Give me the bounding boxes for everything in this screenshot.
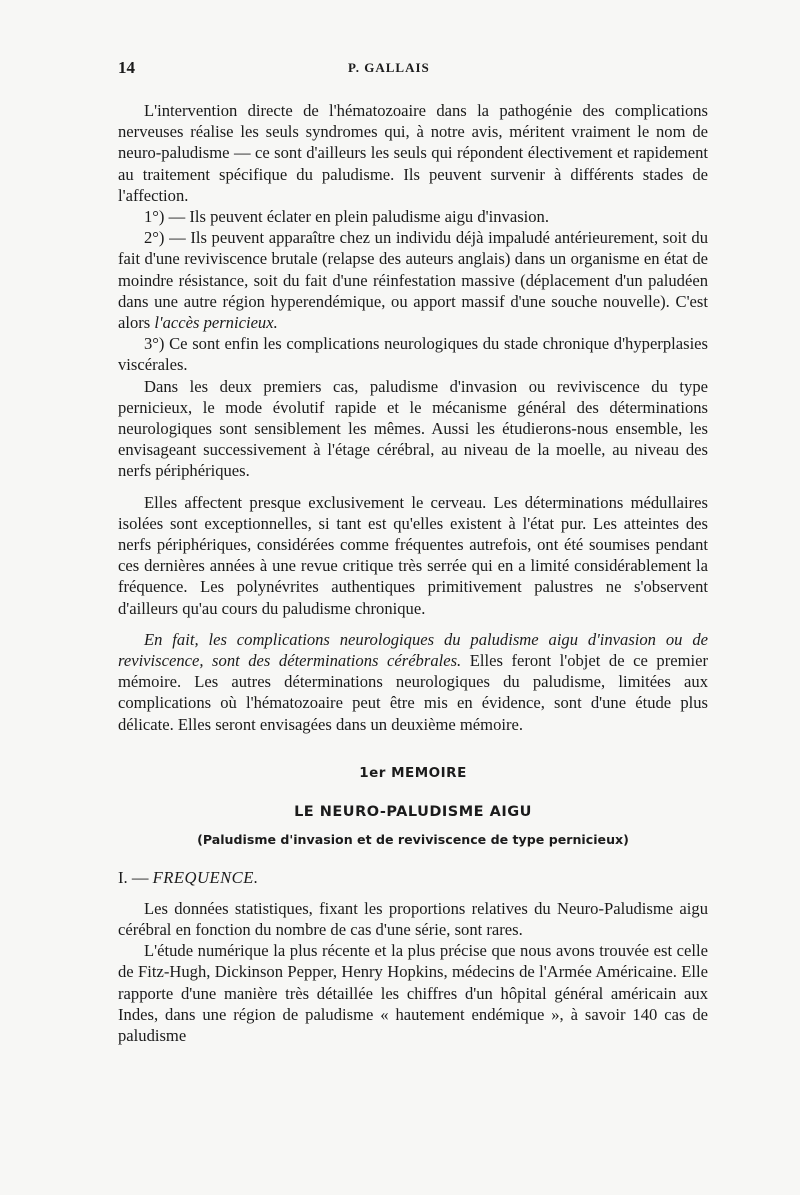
chapter-subtitle: (Paludisme d'invasion et de reviviscence de type pernicieux)	[197, 832, 629, 848]
page-number: 14	[118, 58, 135, 77]
paragraph: 3°) Ce sont enfin les complications neurologiques du stade chronique d'hyperplasies viscérales.	[118, 334, 708, 375]
paragraph: Les données statistiques, fixant les proportions relatives du Neuro-Paludisme aigu cérébral en fonction du nombre de cas d'une série, sont rares.	[118, 898, 708, 939]
paragraph-text: 2°) — Ils peuvent apparaître chez un individu déjà impaludé antérieurement, soit du fait d'une reviviscence brutale (relapse des auteurs anglais) dans un organisme en état de moindre résistance, soit du fait d'une réinfestation massive (déplacement d'un paludéen dans une autre région hyperendémique, ou apport massif d'une souche nouvelle). C'est alors	[118, 228, 708, 333]
paragraph: L'étude numérique la plus récente et la plus précise que nous avons trouvée est celle de Fitz-Hugh, Dickinson Pepper, Henry Hopkins, médecins de l'Armée Américaine. Elle rapporte d'une manière très détaillée les chiffres d'un hôpital général américain aux Indes, dans une région de paludisme « hautement endémique », à savoir 140 cas de paludisme	[118, 941, 708, 1045]
chapter-title: LE NEURO-PALUDISME AIGU	[294, 804, 532, 821]
paragraph: Dans les deux premiers cas, paludisme d'invasion ou reviviscence du type pernicieux, le mode évolutif rapide et le mécanisme général des déterminations neurologiques sont sensiblement les mêmes. Aussi les étudierons-nous ensemble, les envisageant successivement à l'étage cérébral, au niveau de la moelle, au niveau des nerfs périphériques.	[118, 376, 708, 481]
paragraph	[118, 629, 708, 735]
section-number: I. —	[118, 867, 153, 887]
page-header	[118, 58, 708, 86]
section-title: FREQUENCE.	[152, 867, 259, 887]
memoire-heading: 1er MEMOIRE	[359, 764, 467, 781]
paragraph: L'intervention directe de l'hématozoaire dans la pathogénie des complications nerveuses réalise les seuls syndromes qui, à notre avis, méritent vraiment le nom de neuro-paludisme — ce sont d'ailleurs les seuls qui répondent électivement et rapidement au traitement spécifique du paludisme. Ils peuvent survenir à différents stades de l'affection.	[118, 101, 708, 205]
paragraph	[118, 227, 708, 333]
running-head: P. GALLAIS	[348, 60, 430, 75]
paragraph: 1°) — Ils peuvent éclater en plein paludisme aigu d'invasion.	[144, 207, 549, 227]
italic-text: l'accès pernicieux.	[154, 313, 278, 333]
section-heading	[118, 867, 708, 888]
paragraph: Elles affectent presque exclusivement le cerveau. Les déterminations médullaires isolées sont exceptionnelles, si tant est qu'elles existent à l'état pur. Les atteintes des nerfs périphériques, considérées comme fréquentes autrefois, ont été soumises pendant ces dernières années à une revue critique très serrée qui en a limité considérablement la fréquence. Les polynévrites authentiques primitivement palustres ne s'observent d'ailleurs qu'au cours du paludisme chronique.	[118, 492, 708, 618]
italic-text: En fait, les complications neurologiques du paludisme aigu d'invasion ou de reviviscence, sont des déterminations cérébrales.	[118, 629, 708, 671]
paragraph-text: Elles feront l'objet de ce premier mémoire. Les autres déterminations neurologiques du paludisme, limitées aux complications où l'hématozoaire peut être mis en évidence, sont d'une étude plus délicate. Elles seront envisagées dans un deuxième mémoire.	[118, 651, 708, 734]
body-text	[118, 100, 708, 1046]
